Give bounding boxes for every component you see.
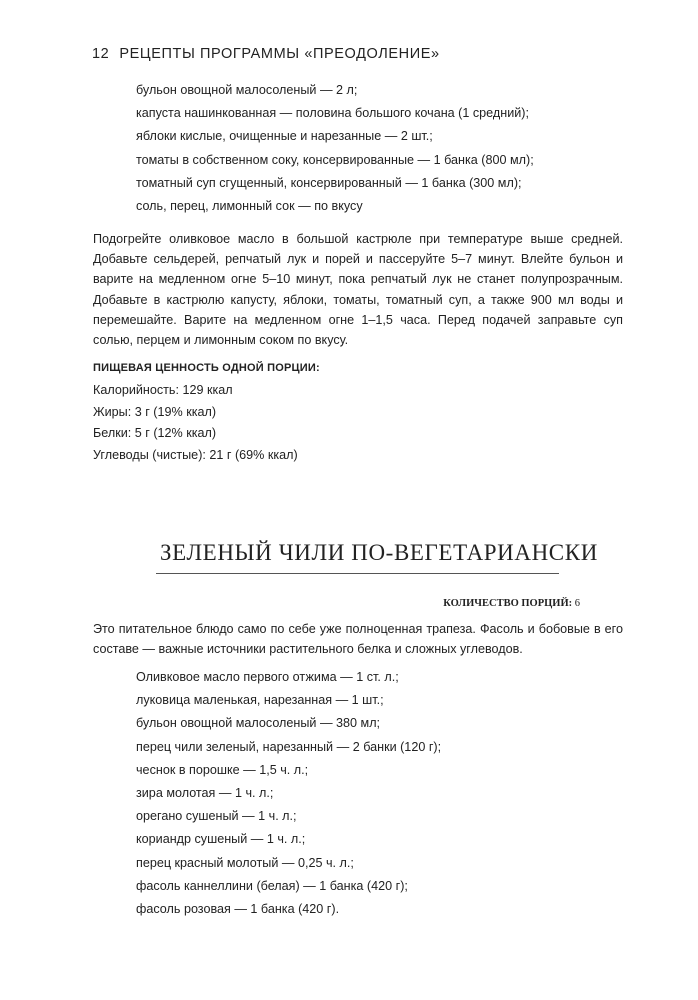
nutrition-list xyxy=(93,380,298,466)
ingredient-item: томаты в собственном соку, консервированные — 1 банка (800 мл); xyxy=(136,152,534,167)
ingredient-item: Оливковое масло первого отжима — 1 ст. л.; xyxy=(136,670,399,684)
ingredient-item: томатный суп сгущенный, консервированный — 1 банка (300 мл); xyxy=(136,175,522,190)
servings-line xyxy=(443,598,580,609)
ingredient-item: перец чили зеленый, нарезанный — 2 банки (120 г); xyxy=(136,739,442,754)
ingredient-item: соль, перец, лимонный сок — по вкусу xyxy=(136,198,363,213)
ingredient-item: капуста нашинкованная — половина большого кочана (1 средний); xyxy=(136,106,529,121)
ingredient-item: яблоки кислые, очищенные и нарезанные — 2 шт.; xyxy=(136,129,433,144)
ingredient-list-1 xyxy=(136,79,534,218)
ingredient-item: фасоль каннеллини (белая) — 1 банка (420 г); xyxy=(136,878,408,893)
servings-label: КОЛИЧЕСТВО ПОРЦИЙ: xyxy=(443,598,573,609)
recipe-title: ЗЕЛЕНЫЙ ЧИЛИ ПО-ВЕГЕТАРИАНСКИ xyxy=(160,540,598,565)
ingredient-item: орегано сушеный — 1 ч. л.; xyxy=(136,809,297,824)
nutrition-item: Калорийность: 129 ккал xyxy=(93,383,233,397)
page-number: 12 xyxy=(92,46,110,62)
intro-paragraph: Это питательное блюдо само по себе уже полноценная трапеза. Фасоль и бобовые в его составе — важные источники растительного белка и сложных углеводов. xyxy=(93,622,623,657)
ingredient-item: чеснок в порошке — 1,5 ч. л.; xyxy=(136,762,309,777)
ingredient-item: фасоль розовая — 1 банка (420 г). xyxy=(136,901,340,916)
servings-value: 6 xyxy=(574,598,580,609)
ingredient-item: бульон овощной малосоленый — 380 мл; xyxy=(136,716,381,731)
ingredient-item: кориандр сушеный — 1 ч. л.; xyxy=(136,832,306,847)
instructions-paragraph: Подогрейте оливковое масло в большой кастрюле при температуре выше средней. Добавьте сельдерей, репчатый лук и порей и пассеруйте 5–7 минут. Влейте бульон и варите на медленном огне 5–10 минут, пока репчатый лук не станет полупрозрачным. Добавьте в кастрюлю капусту, яблоки, томаты, томатный суп, а также 900 мл воды и перемешайте. Варите на медленном огне 1–1,5 часа. Перед подачей заправьте суп солью, перцем и лимонным соком по вкусу. xyxy=(93,232,623,348)
title-underline xyxy=(156,573,559,574)
nutrition-item: Углеводы (чистые): 21 г (69% ккал) xyxy=(93,447,298,462)
ingredient-item: перец красный молотый — 0,25 ч. л.; xyxy=(136,855,354,870)
nutrition-item: Жиры: 3 г (19% ккал) xyxy=(93,404,217,419)
ingredient-item: луковица маленькая, нарезанная — 1 шт.; xyxy=(136,693,384,708)
ingredient-item: бульон овощной малосоленый — 2 л; xyxy=(136,83,358,97)
running-header xyxy=(92,46,440,62)
running-title: РЕЦЕПТЫ ПРОГРАММЫ «ПРЕОДОЛЕНИЕ» xyxy=(119,46,440,62)
nutrition-heading: ПИЩЕВАЯ ЦЕННОСТЬ ОДНОЙ ПОРЦИИ: xyxy=(93,362,320,374)
ingredient-item: зира молотая — 1 ч. л.; xyxy=(136,785,274,800)
ingredient-list-2 xyxy=(136,666,441,921)
nutrition-item: Белки: 5 г (12% ккал) xyxy=(93,426,217,440)
